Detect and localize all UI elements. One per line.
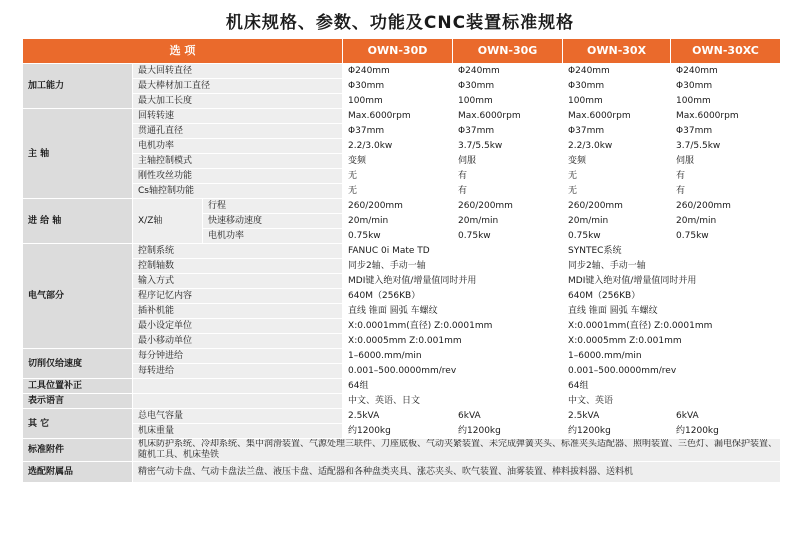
table-row — [23, 394, 781, 409]
row-item: 每转进给 — [133, 364, 343, 379]
header-model: OWN-30XC — [671, 39, 781, 64]
cell-value: X:0.0005mm Z:0.001mm — [343, 334, 563, 349]
cell-value: Φ37mm — [671, 124, 781, 139]
table-row — [23, 169, 781, 184]
spec-table — [22, 38, 781, 483]
cell-value: Max.6000rpm — [453, 109, 563, 124]
cell-value: 6kVA — [671, 409, 781, 424]
cell-value: Φ37mm — [453, 124, 563, 139]
row-item: 最大回转直径 — [133, 64, 343, 79]
cell-value: 有 — [671, 184, 781, 199]
group-label: 加工能力 — [23, 64, 133, 109]
cell-value: 20m/min — [343, 214, 453, 229]
cell-value: Φ240mm — [563, 64, 671, 79]
table-row — [23, 184, 781, 199]
cell-value: 直线 锥面 圆弧 车螺纹 — [563, 304, 781, 319]
cell-value: 直线 锥面 圆弧 车螺纹 — [343, 304, 563, 319]
row-item: 电机功率 — [133, 139, 343, 154]
table-row — [23, 319, 781, 334]
group-label: 选配附属品 — [23, 462, 133, 483]
table-row — [23, 364, 781, 379]
cell-value: 2.5kVA — [563, 409, 671, 424]
cell-value: 同步2轴、手动一轴 — [343, 259, 563, 274]
group-label: 工具位置补正 — [23, 379, 133, 394]
cell-value: 有 — [671, 169, 781, 184]
group-label: 标准附件 — [23, 439, 133, 462]
cell-value: Φ30mm — [671, 79, 781, 94]
table-row — [23, 379, 781, 394]
table-row — [23, 409, 781, 424]
cell-value: 20m/min — [671, 214, 781, 229]
cell-value: 64组 — [343, 379, 563, 394]
cell-value: FANUC 0i Mate TD — [343, 244, 563, 259]
table-row — [23, 244, 781, 259]
cell-value: 2.2/3.0kw — [563, 139, 671, 154]
cell-value: Φ240mm — [671, 64, 781, 79]
table-row — [23, 289, 781, 304]
cell-value: 260/200mm — [671, 199, 781, 214]
cell-value: 260/200mm — [453, 199, 563, 214]
cell-value: 约1200kg — [343, 424, 453, 439]
cell-value: 6kVA — [453, 409, 563, 424]
table-row — [23, 349, 781, 364]
cell-value: 无 — [563, 169, 671, 184]
group-label: 其 它 — [23, 409, 133, 439]
row-item: Cs轴控制功能 — [133, 184, 343, 199]
cell-value: 有 — [453, 169, 563, 184]
header-model: OWN-30X — [563, 39, 671, 64]
row-item: 机床重量 — [133, 424, 343, 439]
cell-value: 3.7/5.5kw — [671, 139, 781, 154]
cell-value: 同步2轴、手动一轴 — [563, 259, 781, 274]
cell-value: 约1200kg — [671, 424, 781, 439]
cell-value: 伺服 — [453, 154, 563, 169]
table-row — [23, 94, 781, 109]
cell-value: X:0.0001mm(直径) Z:0.0001mm — [563, 319, 781, 334]
cell-value: X:0.0001mm(直径) Z:0.0001mm — [343, 319, 563, 334]
cell-value: 0.75kw — [453, 229, 563, 244]
cell-value: Φ37mm — [563, 124, 671, 139]
cell-value: 260/200mm — [563, 199, 671, 214]
table-row — [23, 274, 781, 289]
table-row — [23, 259, 781, 274]
cell-value: Φ37mm — [343, 124, 453, 139]
cell-value: 0.75kw — [563, 229, 671, 244]
row-item: 主轴控制模式 — [133, 154, 343, 169]
group-label: 主 轴 — [23, 109, 133, 199]
cell-value: Φ30mm — [563, 79, 671, 94]
cell-value: 变频 — [343, 154, 453, 169]
row-item: 快速移动速度 — [203, 214, 343, 229]
table-row — [23, 462, 781, 483]
accessory-text: 机床防护系统、冷却系统、集中润滑装置、气源处理三联件、刀座底板、气动夹紧装置、未完成弹簧夹头、标准夹头适配器、照明装置、三色灯、漏电保护装置、随机工具、机床垫铁 — [133, 439, 781, 462]
row-item: 控制轴数 — [133, 259, 343, 274]
cell-value: Φ30mm — [453, 79, 563, 94]
row-item: 最小移动单位 — [133, 334, 343, 349]
cell-value: 100mm — [671, 94, 781, 109]
cell-value: 约1200kg — [453, 424, 563, 439]
table-row — [23, 64, 781, 79]
cell-value: MDI键入绝对值/增量值同时并用 — [563, 274, 781, 289]
cell-value: 640M（256KB） — [563, 289, 781, 304]
cell-value: 100mm — [563, 94, 671, 109]
cell-value: 伺服 — [671, 154, 781, 169]
row-item: 最大加工长度 — [133, 94, 343, 109]
cell-value: 2.2/3.0kw — [343, 139, 453, 154]
cell-value: Max.6000rpm — [563, 109, 671, 124]
row-item: 总电气容量 — [133, 409, 343, 424]
table-row — [23, 199, 781, 214]
table-row — [23, 304, 781, 319]
cell-value: 中文、英语、日文 — [343, 394, 563, 409]
table-row — [23, 79, 781, 94]
row-item: 行程 — [203, 199, 343, 214]
optional-text: 精密气动卡盘、气动卡盘法兰盘、液压卡盘、适配器和各种盘类夹具、涨芯夹头、吹气装置、油雾装置、棒料拔料器、送料机 — [133, 462, 781, 483]
cell-value: 0.001–500.0000mm/rev — [563, 364, 781, 379]
cell-value: 64组 — [563, 379, 781, 394]
cell-value: 无 — [343, 184, 453, 199]
cell-value: 20m/min — [453, 214, 563, 229]
cell-value: Φ30mm — [343, 79, 453, 94]
row-item: 每分钟进给 — [133, 349, 343, 364]
cell-value: 20m/min — [563, 214, 671, 229]
page-title: 机床规格、参数、功能及CNC装置标准规格 — [225, 13, 575, 33]
row-item: 插补机能 — [133, 304, 343, 319]
cell-value: Φ240mm — [343, 64, 453, 79]
group-label: 电气部分 — [23, 244, 133, 349]
row-item: 最小设定单位 — [133, 319, 343, 334]
row-item: 程序记忆内容 — [133, 289, 343, 304]
axis-label: X/Z轴 — [133, 199, 203, 244]
table-row — [23, 139, 781, 154]
cell-value: 0.75kw — [343, 229, 453, 244]
row-item-empty — [133, 379, 343, 394]
cell-value: 3.7/5.5kw — [453, 139, 563, 154]
cell-value: 0.75kw — [671, 229, 781, 244]
header-model: OWN-30G — [453, 39, 563, 64]
group-label: 进 给 轴 — [23, 199, 133, 244]
row-item: 刚性攻丝功能 — [133, 169, 343, 184]
table-row — [23, 154, 781, 169]
table-header-row — [23, 39, 781, 64]
table-row — [23, 424, 781, 439]
cell-value: 100mm — [453, 94, 563, 109]
header-model: OWN-30D — [343, 39, 453, 64]
cell-value: 无 — [343, 169, 453, 184]
cell-value: 640M（256KB） — [343, 289, 563, 304]
cell-value: Max.6000rpm — [671, 109, 781, 124]
cell-value: 2.5kVA — [343, 409, 453, 424]
row-item: 控制系统 — [133, 244, 343, 259]
cell-value: 260/200mm — [343, 199, 453, 214]
table-row — [23, 439, 781, 462]
row-item: 输入方式 — [133, 274, 343, 289]
cell-value: 1–6000.mm/min — [563, 349, 781, 364]
row-item-empty — [133, 394, 343, 409]
table-row — [23, 109, 781, 124]
cell-value: 100mm — [343, 94, 453, 109]
cell-value: Φ240mm — [453, 64, 563, 79]
cell-value: 约1200kg — [563, 424, 671, 439]
table-row — [23, 334, 781, 349]
row-item: 电机功率 — [203, 229, 343, 244]
row-item: 回转转速 — [133, 109, 343, 124]
header-item: 选 项 — [23, 39, 343, 64]
cell-value: 0.001–500.0000mm/rev — [343, 364, 563, 379]
table-row — [23, 124, 781, 139]
row-item: 贯通孔直径 — [133, 124, 343, 139]
cell-value: 中文、英语 — [563, 394, 781, 409]
cell-value: 无 — [563, 184, 671, 199]
row-item: 最大棒材加工直径 — [133, 79, 343, 94]
cell-value: SYNTEC系统 — [563, 244, 781, 259]
cell-value: 有 — [453, 184, 563, 199]
cell-value: 变频 — [563, 154, 671, 169]
cell-value: X:0.0005mm Z:0.001mm — [563, 334, 781, 349]
group-label: 表示语言 — [23, 394, 133, 409]
cell-value: MDI键入绝对值/增量值同时并用 — [343, 274, 563, 289]
group-label: 切削仅给速度 — [23, 349, 133, 379]
cell-value: 1–6000.mm/min — [343, 349, 563, 364]
cell-value: Max.6000rpm — [343, 109, 453, 124]
